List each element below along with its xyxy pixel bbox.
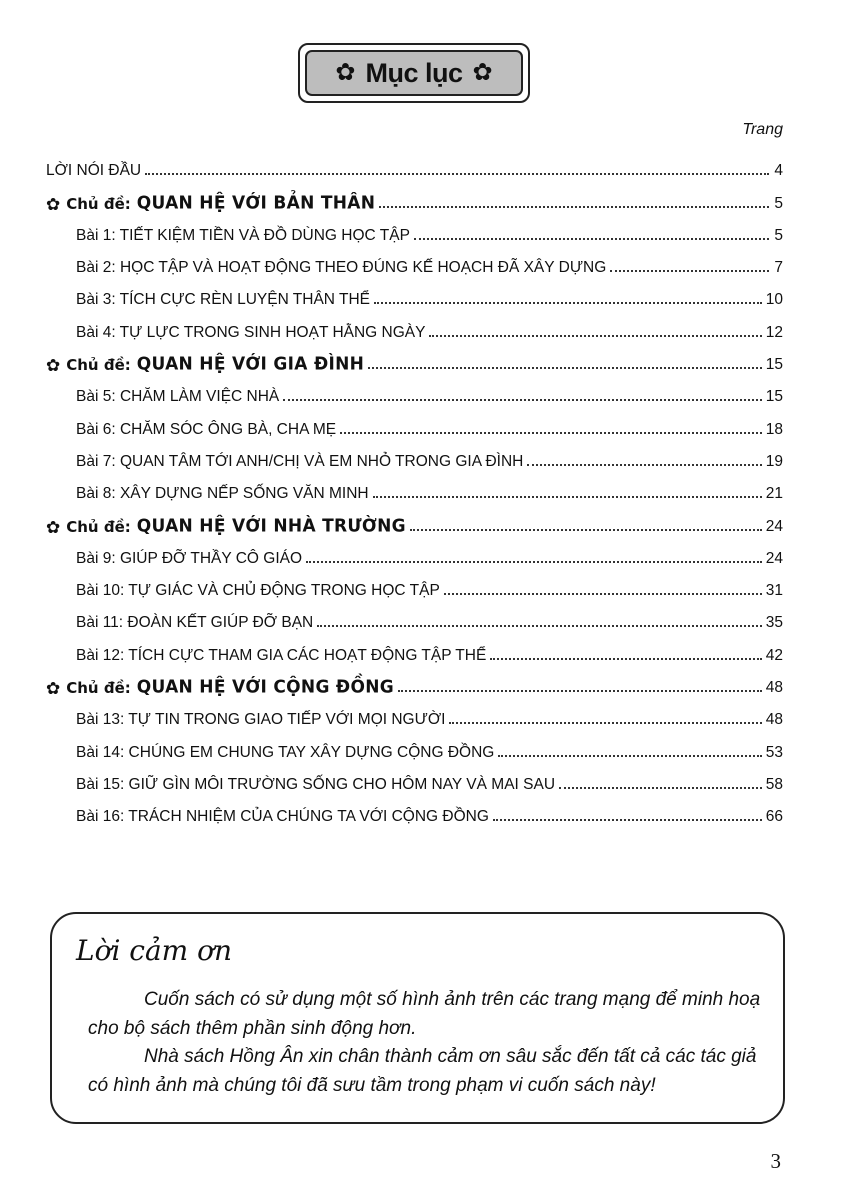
toc-topic-label — [46, 354, 364, 374]
toc-page-number: 5 — [774, 226, 783, 244]
toc-lesson-row — [46, 729, 783, 761]
toc-entry-row — [46, 148, 783, 180]
flower-icon: ✿ — [46, 194, 61, 214]
toc-topic-label — [46, 677, 394, 697]
toc-item-label: Bài 3: TÍCH CỰC RÈN LUYỆN THÂN THỂ — [76, 291, 371, 309]
toc-lesson-row — [46, 213, 783, 245]
dot-leader — [145, 172, 769, 175]
dot-leader — [398, 689, 762, 692]
dot-leader — [373, 495, 762, 498]
toc-lesson-row — [46, 632, 783, 664]
toc-item-label: Bài 5: CHĂM LÀM VIỆC NHÀ — [76, 388, 280, 406]
toc-page-number: 66 — [765, 808, 783, 826]
toc-item-label: Bài 1: TIẾT KIỆM TIỀN VÀ ĐỒ DÙNG HỌC TẬP — [76, 226, 410, 244]
toc-topic-prefix: Chủ đề: — [66, 356, 131, 375]
toc-topic-row — [46, 503, 783, 535]
toc-lesson-row — [46, 309, 783, 341]
toc-page-number: 4 — [774, 162, 783, 180]
page-number: 3 — [770, 1149, 781, 1173]
acknowledgement-paragraph: Nhà sách Hồng Ân xin chân thành cảm ơn sâu sắc đến tất cả các tác giả có hình ảnh mà chúng tôi đã sưu tầm trong phạm vi cuốn sách này! — [88, 1046, 757, 1096]
toc-page-number: 35 — [765, 614, 783, 632]
toc-topic-row — [46, 342, 783, 374]
toc-topic-row — [46, 180, 783, 212]
dot-leader — [493, 818, 762, 821]
toc-page-number: 5 — [774, 194, 783, 212]
dot-leader — [283, 398, 761, 401]
toc-topic-name: QUAN HỆ VỚI GIA ĐÌNH — [136, 353, 365, 375]
toc-page-number: 58 — [765, 775, 783, 793]
dot-leader — [444, 592, 762, 595]
acknowledgement-paragraph: Cuốn sách có sử dụng một số hình ảnh trên các trang mạng để minh hoạ cho bộ sách thêm phần sinh động hơn. — [88, 989, 761, 1039]
toc-lesson-row — [46, 794, 783, 826]
dot-leader — [317, 624, 761, 627]
toc-topic-label — [46, 516, 406, 536]
toc-page-number: 24 — [765, 517, 783, 535]
toc-item-label: Bài 6: CHĂM SÓC ÔNG BÀ, CHA MẸ — [76, 420, 337, 438]
page-column-label: Trang — [742, 121, 783, 138]
toc-item-label: Bài 11: ĐOÀN KẾT GIÚP ĐỠ BẠN — [76, 614, 314, 632]
flower-icon: ✿ — [46, 517, 61, 537]
toc-lesson-row — [46, 471, 783, 503]
toc-item-label: Bài 8: XÂY DỰNG NẾP SỐNG VĂN MINH — [76, 485, 369, 503]
toc-item-label: Bài 7: QUAN TÂM TỚI ANH/CHỊ VÀ EM NHỎ TRONG GIA ĐÌNH — [76, 452, 524, 470]
toc-lesson-row — [46, 568, 783, 600]
dot-leader — [498, 754, 761, 757]
toc-page-number: 31 — [765, 582, 783, 600]
toc-lesson-row — [46, 600, 783, 632]
toc-page-number: 10 — [765, 291, 783, 309]
toc-page-number: 42 — [765, 646, 783, 664]
flower-icon: ✿ — [46, 679, 61, 699]
toc-item-label: Bài 9: GIÚP ĐỠ THẦY CÔ GIÁO — [76, 549, 303, 567]
toc-item-label: Bài 14: CHÚNG EM CHUNG TAY XÂY DỰNG CỘNG ĐỒNG — [76, 743, 495, 761]
dot-leader — [429, 334, 761, 337]
toc-page-number: 48 — [765, 679, 783, 697]
toc-topic-name: QUAN HỆ VỚI BẢN THÂN — [136, 192, 376, 214]
toc-item-label: Bài 12: TÍCH CỰC THAM GIA CÁC HOẠT ĐỘNG TẬP THỂ — [76, 646, 487, 664]
toc-item-label: Bài 16: TRÁCH NHIỆM CỦA CHÚNG TA VỚI CỘNG ĐỒNG — [76, 808, 489, 826]
toc-topic-name: QUAN HỆ VỚI CỘNG ĐỒNG — [136, 676, 394, 698]
flower-icon: ✿ — [335, 59, 356, 86]
table-of-contents — [46, 148, 783, 826]
toc-item-label: Bài 15: GIỮ GÌN MÔI TRƯỜNG SỐNG CHO HÔM NAY VÀ MAI SAU — [76, 775, 556, 793]
toc-title-box — [298, 43, 530, 103]
dot-leader — [368, 366, 762, 369]
toc-lesson-row — [46, 374, 783, 406]
toc-page-number: 24 — [765, 549, 783, 567]
toc-lesson-row — [46, 439, 783, 471]
dot-leader — [559, 786, 762, 789]
toc-page-number: 12 — [765, 323, 783, 341]
toc-item-label: Bài 4: TỰ LỰC TRONG SINH HOẠT HẰNG NGÀY — [76, 323, 426, 341]
toc-title-inner — [305, 50, 523, 96]
toc-topic-row — [46, 665, 783, 697]
dot-leader — [340, 431, 762, 434]
acknowledgement-title: Lời cảm ơn — [76, 934, 233, 967]
page-title: Mục lục — [365, 57, 463, 88]
toc-page-number: 15 — [765, 388, 783, 406]
toc-page-number: 7 — [774, 259, 783, 277]
toc-page-number: 48 — [765, 711, 783, 729]
dot-leader — [527, 463, 761, 466]
dot-leader — [379, 205, 769, 208]
acknowledgement-box — [50, 912, 785, 1124]
flower-icon: ✿ — [472, 59, 493, 86]
dot-leader — [306, 560, 762, 563]
toc-topic-prefix: Chủ đề: — [66, 194, 131, 213]
toc-item-label: Bài 2: HỌC TẬP VÀ HOẠT ĐỘNG THEO ĐÚNG KẾ HOẠCH ĐÃ XÂY DỰNG — [76, 259, 607, 277]
toc-page-number: 15 — [765, 356, 783, 374]
toc-item-label: Bài 10: TỰ GIÁC VÀ CHỦ ĐỘNG TRONG HỌC TẬP — [76, 582, 440, 600]
toc-lesson-row — [46, 277, 783, 309]
dot-leader — [449, 721, 761, 724]
toc-item-label: Bài 13: TỰ TIN TRONG GIAO TIẾP VỚI MỌI NGƯỜI — [76, 711, 446, 729]
toc-item-label: LỜI NÓI ĐẦU — [46, 162, 142, 180]
toc-page-number: 19 — [765, 452, 783, 470]
toc-page-number: 21 — [765, 485, 783, 503]
toc-topic-prefix: Chủ đề: — [66, 679, 131, 698]
toc-page-number: 18 — [765, 420, 783, 438]
toc-topic-name: QUAN HỆ VỚI NHÀ TRƯỜNG — [136, 515, 406, 537]
toc-topic-label — [46, 193, 375, 213]
dot-leader — [414, 237, 769, 240]
toc-lesson-row — [46, 406, 783, 438]
dot-leader — [610, 269, 769, 272]
dot-leader — [374, 301, 762, 304]
toc-lesson-row — [46, 697, 783, 729]
dot-leader — [410, 528, 762, 531]
toc-lesson-row — [46, 245, 783, 277]
toc-page-number: 53 — [765, 743, 783, 761]
flower-icon: ✿ — [46, 356, 61, 376]
toc-lesson-row — [46, 762, 783, 794]
dot-leader — [490, 657, 761, 660]
toc-lesson-row — [46, 536, 783, 568]
toc-topic-prefix: Chủ đề: — [66, 517, 131, 536]
